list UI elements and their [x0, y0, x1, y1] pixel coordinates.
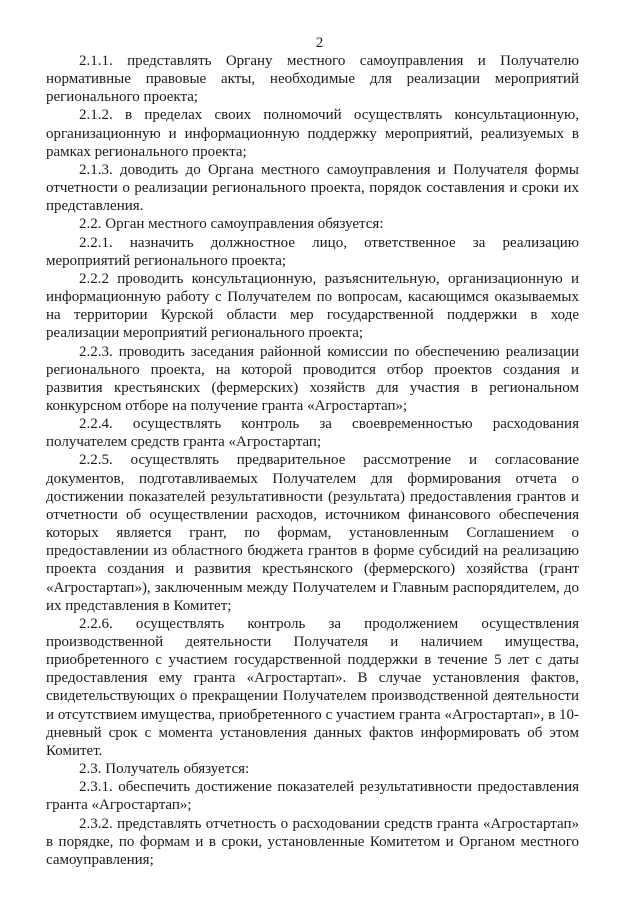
clause-2-2-5: 2.2.5. осуществлять предварительное рассмотрение и согласование документов, подготавливаемых Получателем для формирования отчета о достижении показателей результативности (результата) предоставления грантов и отчетности об осуществлении расходов, источником финансового обеспечения которых является грант, по формам, установленным Соглашением о предоставлении из областного бюджета грантов в форме субсидий на реализацию проекта создания и развития крестьянского (фермерского) хозяйства (грант «Агростартап»), заключенным между Получателем и Главным распорядителем, до их представления в Комитет; [46, 452, 579, 614]
section-2-2-heading: 2.2. Орган местного самоуправления обязуется: [79, 216, 384, 233]
clause-2-2-2: 2.2.2 проводить консультационную, разъяснительную, организационную и информационную работу с Получателем по вопросам, касающимся оказываемых на территории Курской области мер государственной поддержки в ходе реализации мероприятий регионального проекта; [46, 270, 579, 342]
clause-2-3-1: 2.3.1. обеспечить достижение показателей результативности предоставления гранта «Агростартап»; [46, 779, 579, 814]
clause-2-2-6: 2.2.6. осуществлять контроль за продолжением осуществления производственной деятельности Получателя и наличием имущества, приобретенного с участием государственной поддержки в течение 5 лет с даты предоставления ему гранта «Агростартап». В случае установления фактов, свидетельствующих о прекращении Получателем производственной деятельности и отсутствием имущества, приобретенного с участием гранта «Агростартап», в 10-дневный срок с момента установления данных фактов информировать об этом Комитет. [46, 615, 579, 759]
clause-2-1-2: 2.1.2. в пределах своих полномочий осуществлять консультационную, организационную и информационную поддержку мероприятий, реализуемых в рамках регионального проекта; [46, 107, 579, 160]
section-2-3-heading: 2.3. Получатель обязуется: [79, 761, 250, 778]
clause-2-2-4: 2.2.4. осуществлять контроль за своевременностью расходования получателем средств гранта «Агростартап; [46, 416, 579, 451]
clause-2-2-1: 2.2.1. назначить должностное лицо, ответственное за реализацию мероприятий регионального проекта; [46, 234, 579, 269]
document-body [46, 52, 579, 869]
clause-2-3-2: 2.3.2. представлять отчетность о расходовании средств гранта «Агростартап» в порядке, по формам и в сроки, установленные Комитетом и Органом местного самоуправления; [46, 815, 579, 868]
page-number: 2 [315, 35, 324, 51]
clause-2-1-1: 2.1.1. представлять Органу местного самоуправления и Получателю нормативные правовые акты, необходимые для реализации мероприятий регионального проекта; [46, 53, 579, 106]
clause-2-1-3: 2.1.3. доводить до Органа местного самоуправления и Получателя формы отчетности о реализации регионального проекта, порядок составления и сроки их представления. [46, 161, 579, 215]
clause-2-2-3: 2.2.3. проводить заседания районной комиссии по обеспечению реализации регионального проекта, на которой проводится отбор проектов создания и развития крестьянских (фермерских) хозяйств для участия в региональном конкурсном отборе на получение гранта «Агростартап»; [46, 343, 579, 414]
